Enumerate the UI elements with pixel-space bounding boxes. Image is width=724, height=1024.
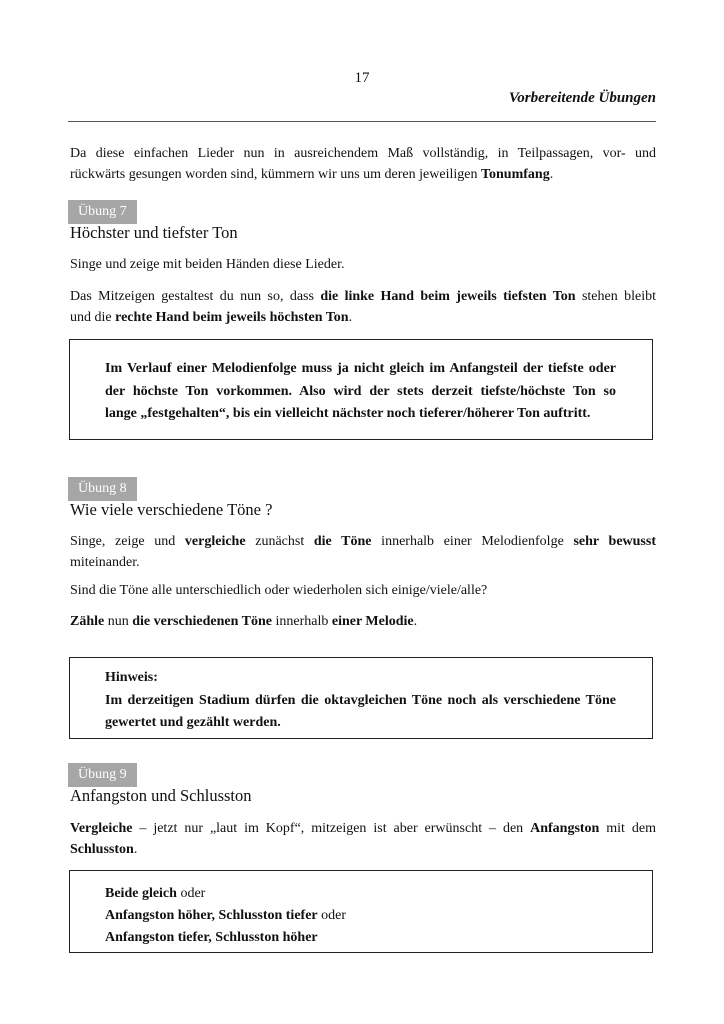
ex9-option-2-bold: Anfangston höher, Schlusston tiefer (105, 908, 318, 923)
ex9-option-3 (105, 927, 616, 949)
exercise-8-title: Wie viele verschiedene Töne ? (70, 500, 273, 519)
ex7-box-line-2: der höchste Ton vorkommen. Also wird der stets derzeit tiefste/höchste Ton so (105, 383, 616, 399)
exercise-8-paragraph-2: Sind die Töne alle unterschiedlich oder wiederholen sich einige/viele/alle? (70, 583, 488, 598)
exercise-7-note-box (69, 339, 653, 440)
ex8-text: innerhalb (271, 614, 332, 629)
ex8-text: innerhalb einer Melodienfolge (371, 534, 574, 549)
ex9-anfangston-term: Anfangston (530, 821, 600, 836)
ex9-option-2-oder: oder (317, 908, 347, 923)
exercise-8-note-box (69, 657, 653, 739)
ex9-text: – jetzt nur „laut im Kopf“, mitzeigen ist aber erwünscht – den (132, 821, 531, 836)
intro-text: rückwärts gesungen worden sind, kümmern wir uns um deren jeweiligen (70, 167, 481, 182)
ex7-left-hand-term: die linke Hand beim jeweils tiefsten Ton (320, 289, 576, 304)
intro-period: . (549, 167, 554, 182)
ex9-option-1 (105, 883, 616, 905)
exercise-7-badge: Übung 7 (68, 200, 137, 224)
ex7-text: stehen bleibt (575, 289, 656, 304)
ex9-text: mit dem (599, 821, 656, 836)
ex8-period: . (413, 614, 418, 629)
ex8-text: Singe, zeige und (70, 534, 185, 549)
ex8-bewusst-term: sehr bewusst (573, 534, 656, 549)
intro-paragraph (70, 143, 656, 185)
ex8-p1-line-1 (70, 531, 656, 552)
ex9-p1-line-1 (70, 818, 656, 839)
ex8-box-line-1: Hinweis: (105, 670, 158, 685)
ex8-box-line-3: gewertet und gezählt werden. (105, 715, 281, 730)
exercise-9-paragraph (70, 818, 656, 860)
tonumfang-term: Tonumfang (480, 167, 550, 182)
exercise-9-badge: Übung 9 (68, 763, 137, 787)
ex9-p1-line-2 (70, 839, 656, 860)
ex9-option-3-bold: Anfangston tiefer, Schlusston höher (105, 930, 318, 945)
exercise-8-badge: Übung 8 (68, 477, 137, 501)
ex8-toene-term: die Töne (313, 534, 372, 549)
ex8-text: zunächst (245, 534, 314, 549)
ex9-option-1-bold: Beide gleich (105, 886, 177, 901)
ex9-schlusston-term: Schlusston (70, 842, 134, 857)
ex7-period: . (348, 310, 353, 325)
ex8-verschiedene-toene-term: die verschiedenen Töne (132, 614, 272, 629)
exercise-7-title: Höchster und tiefster Ton (70, 223, 238, 242)
ex7-p2-line-1 (70, 286, 656, 307)
ex8-melodie-term: einer Melodie (331, 614, 414, 629)
ex8-box-line-2: Im derzeitigen Stadium dürfen die oktavgleichen Töne noch als verschiedene Töne (105, 692, 616, 708)
ex8-vergleiche-term: vergleiche (184, 534, 246, 549)
ex7-p2-line-2 (70, 307, 656, 328)
exercise-8-paragraph-3 (70, 611, 656, 632)
ex8-zaehle-term: Zähle (70, 614, 105, 629)
ex7-text: Das Mitzeigen gestaltest du nun so, dass (70, 289, 321, 304)
ex9-period: . (133, 842, 138, 857)
ex7-box-line-1: Im Verlauf einer Melodienfolge muss ja nicht gleich im Anfangsteil der tiefste oder (105, 361, 616, 376)
intro-line-2 (70, 164, 656, 185)
ex9-option-2 (105, 905, 616, 927)
ex9-option-1-oder: oder (176, 886, 206, 901)
exercise-9-title: Anfangston und Schlusston (70, 786, 252, 805)
ex7-right-hand-term: rechte Hand beim jeweils höchsten Ton (115, 310, 349, 325)
running-header: Vorbereitende Übungen (508, 90, 656, 106)
exercise-7-instruction: Singe und zeige mit beiden Händen diese Lieder. (70, 257, 345, 272)
ex7-box-line-3: lange „festgehalten“, bis ein vielleicht nächster noch tieferer/höherer Ton auftritt. (105, 406, 591, 421)
ex9-vergleiche-term: Vergleiche (70, 821, 133, 836)
exercise-9-options-box (69, 870, 653, 953)
header-rule (68, 121, 656, 122)
intro-line-1: Da diese einfachen Lieder nun in ausreichendem Maß vollständig, in Teilpassagen, vor- und (70, 146, 656, 161)
ex8-text: nun (104, 614, 133, 629)
ex8-p1-line-2: miteinander. (70, 555, 140, 570)
page-number: 17 (354, 70, 370, 86)
exercise-7-paragraph (70, 286, 656, 328)
ex7-text: und die (70, 310, 116, 325)
exercise-8-paragraph-1 (70, 531, 656, 573)
